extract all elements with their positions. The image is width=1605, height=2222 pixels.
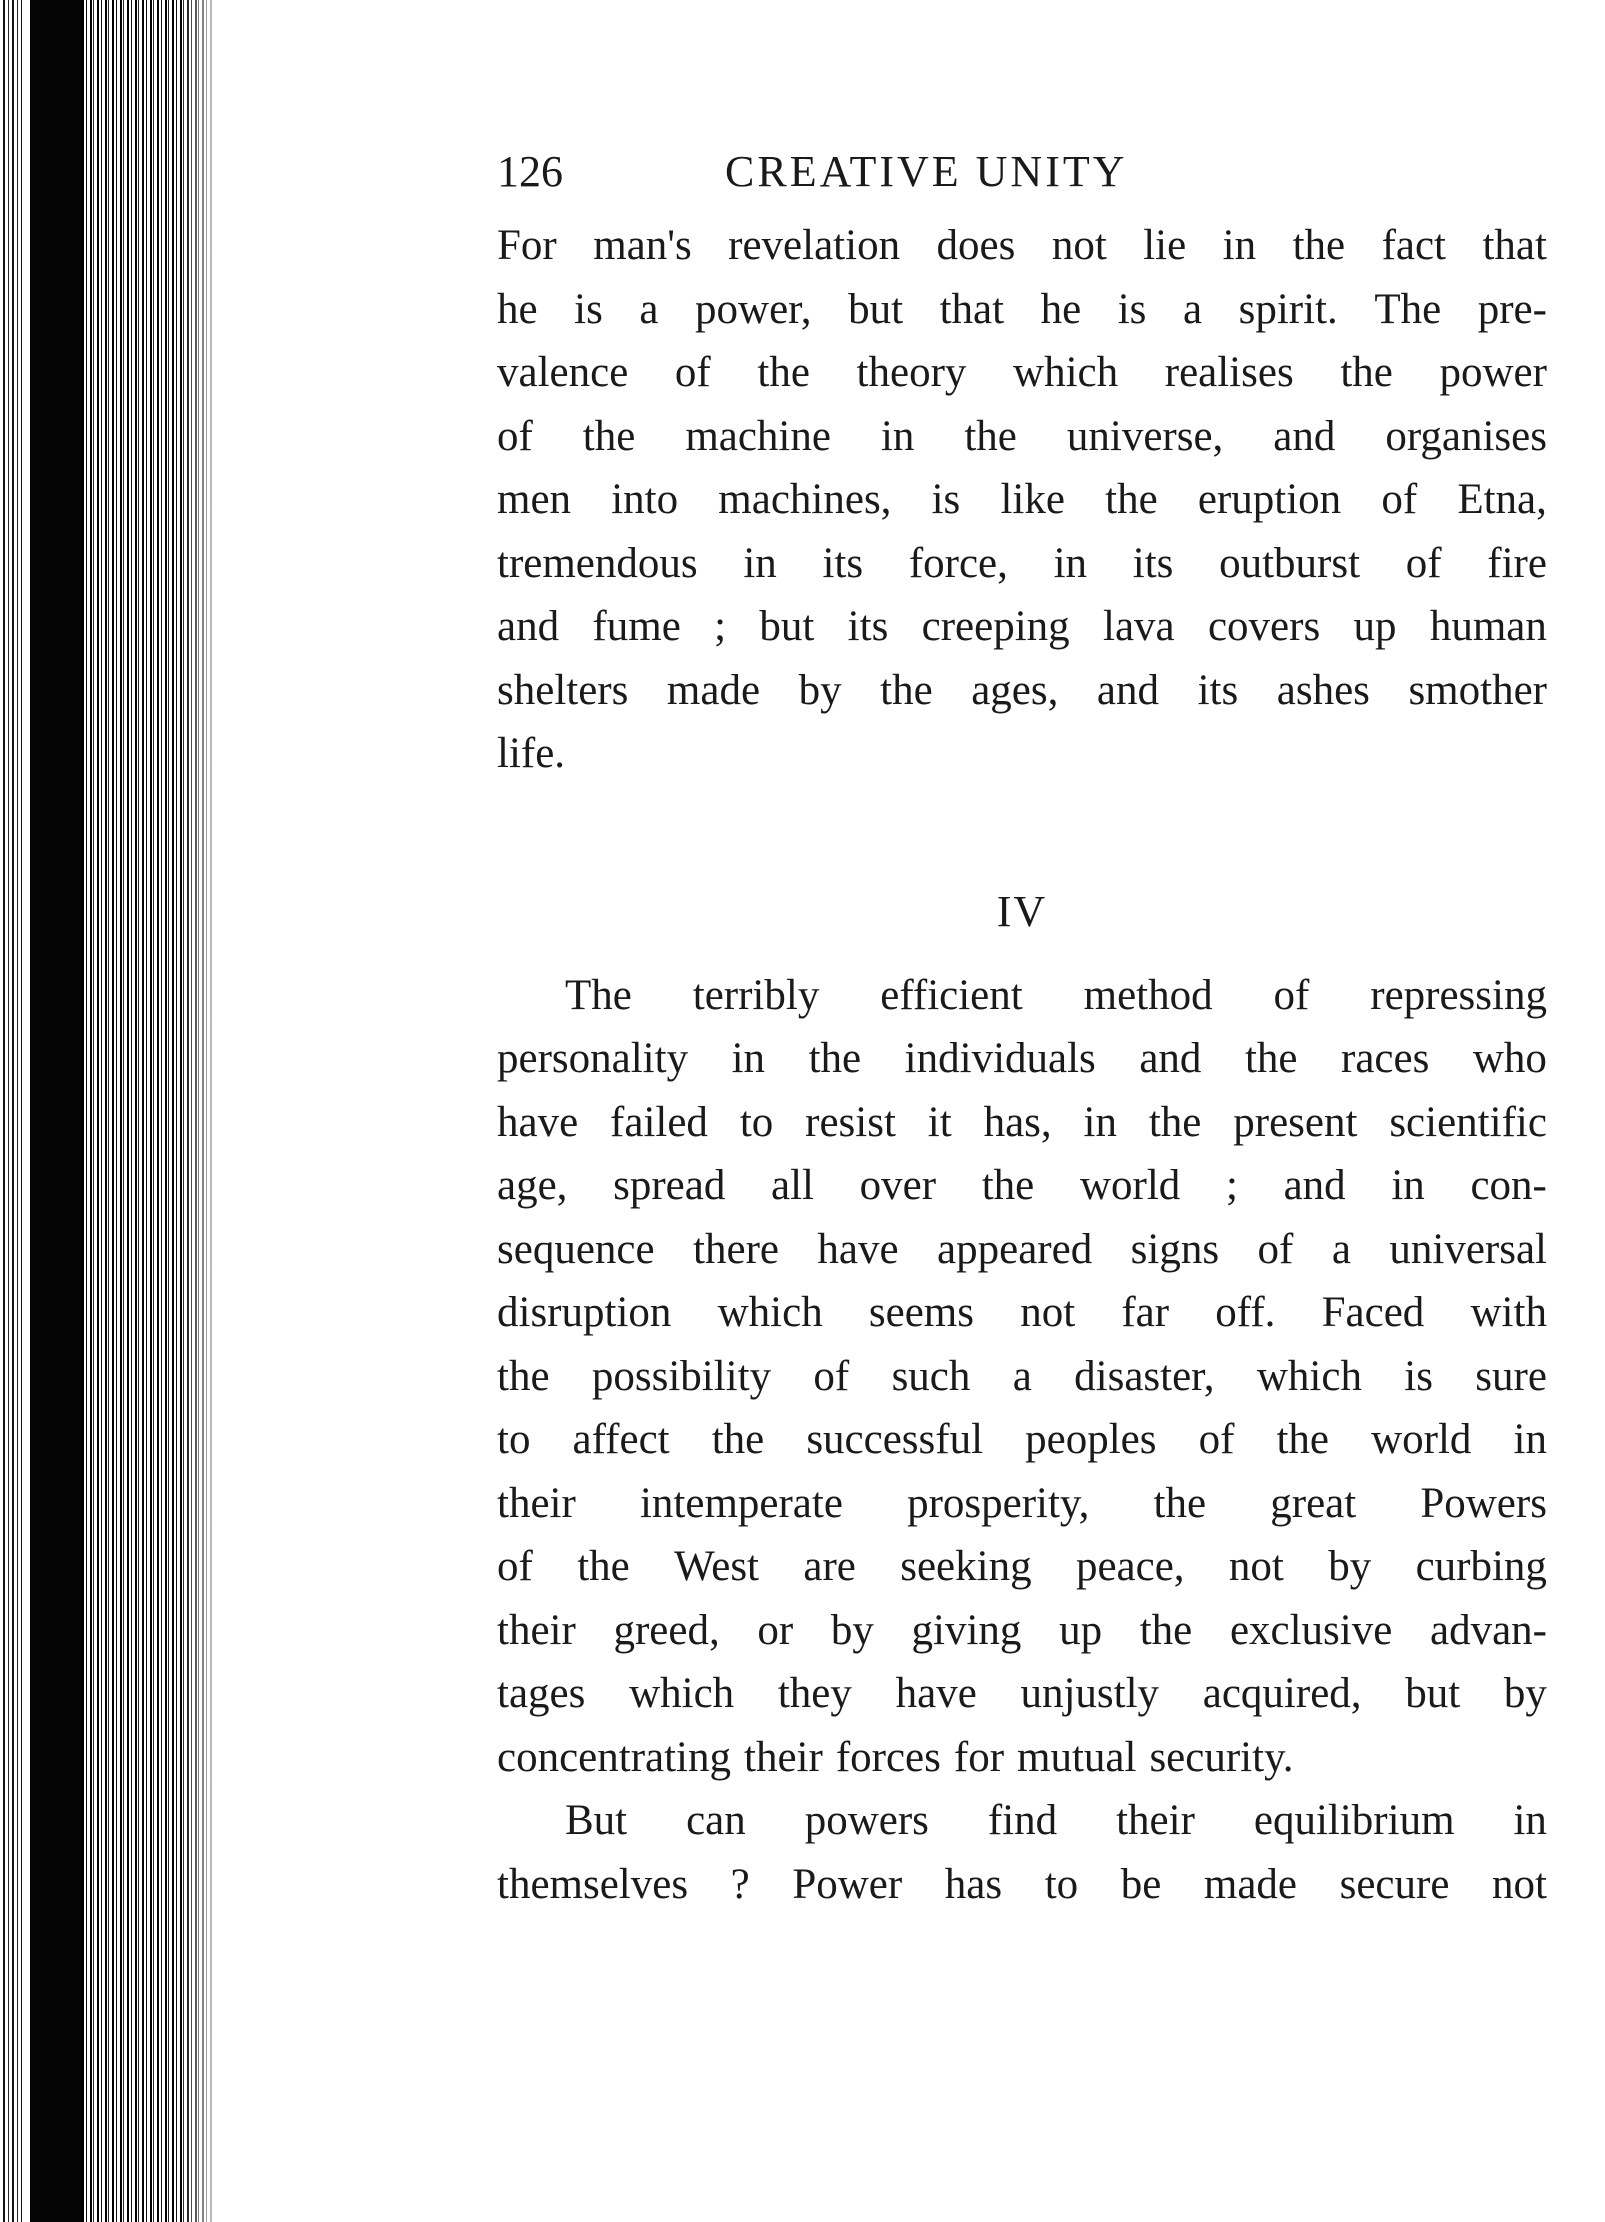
word: a <box>639 285 659 333</box>
word: find <box>987 1797 1058 1844</box>
word: spirit. <box>1238 285 1338 333</box>
word: in <box>1222 222 1257 269</box>
word: the <box>808 1035 862 1082</box>
word: security. <box>1149 1733 1294 1781</box>
word: tages <box>497 1670 586 1717</box>
word: successful <box>806 1416 984 1463</box>
word: of <box>674 349 711 396</box>
word: covers <box>1207 603 1321 650</box>
book-page <box>497 140 1547 1916</box>
word: not <box>1228 1543 1284 1590</box>
word: disruption <box>497 1289 672 1336</box>
word: revelation <box>728 222 901 269</box>
word: lie <box>1143 222 1187 269</box>
word: for <box>953 1733 1005 1781</box>
word: have <box>497 1098 579 1146</box>
word: Power <box>792 1860 903 1908</box>
word: force, <box>908 539 1008 587</box>
word: like <box>1000 476 1065 523</box>
word: made <box>1203 1860 1298 1908</box>
word: in <box>743 539 777 587</box>
word: the <box>1139 1606 1193 1654</box>
book-gutter-scan <box>0 0 215 2222</box>
word: and <box>1283 1162 1346 1209</box>
word: exclusive <box>1229 1606 1393 1654</box>
text-line <box>497 1789 1547 1853</box>
word: up <box>1059 1606 1103 1654</box>
word: the <box>582 412 636 460</box>
word: of <box>1381 476 1418 523</box>
word: is <box>1117 285 1147 333</box>
word: and <box>1273 412 1336 460</box>
word: personality <box>497 1035 689 1082</box>
word: does <box>936 222 1016 269</box>
word: are <box>803 1543 856 1590</box>
word: greed, <box>613 1606 720 1654</box>
word: failed <box>610 1098 708 1146</box>
word: organises <box>1385 412 1547 460</box>
word: Faced <box>1321 1289 1425 1336</box>
word: which <box>629 1670 735 1717</box>
word: powers <box>804 1797 929 1844</box>
word: its <box>1132 539 1174 587</box>
word: The <box>1374 285 1442 333</box>
text-line <box>497 659 1547 723</box>
word: creeping <box>921 603 1070 650</box>
word: which <box>717 1289 823 1336</box>
book-title: CREATIVE UNITY <box>725 147 1128 196</box>
word: to <box>497 1416 531 1463</box>
word: eruption <box>1197 476 1342 523</box>
word: of <box>497 412 533 460</box>
word: made <box>666 666 761 714</box>
word: in <box>731 1035 766 1082</box>
word: present <box>1233 1098 1358 1146</box>
word: and <box>497 603 560 650</box>
word: their <box>497 1606 576 1654</box>
word: appeared <box>937 1225 1093 1273</box>
text-line <box>497 532 1547 596</box>
word: great <box>1270 1479 1357 1527</box>
word: by <box>830 1606 874 1654</box>
word: seems <box>868 1289 974 1336</box>
word: not <box>1020 1289 1076 1336</box>
word: fume <box>592 603 681 650</box>
text-line <box>497 1535 1547 1599</box>
word: giving <box>911 1606 1022 1654</box>
text-line <box>497 278 1547 342</box>
word: he <box>497 285 538 333</box>
text-line <box>497 214 1547 278</box>
word: smother <box>1408 666 1547 714</box>
word: into <box>611 476 679 523</box>
word: to <box>739 1098 774 1146</box>
word: resist <box>805 1098 896 1146</box>
text-line <box>497 1726 1547 1790</box>
word: a <box>1012 1352 1032 1400</box>
word: all <box>771 1162 814 1209</box>
word: not <box>1491 1860 1547 1908</box>
word: fire <box>1487 539 1547 587</box>
gutter-page-edges <box>82 0 212 2222</box>
word: the <box>1340 349 1393 396</box>
word: affect <box>572 1416 670 1463</box>
word: of <box>497 1543 533 1590</box>
word: For <box>497 222 557 269</box>
word: in <box>1513 1416 1547 1463</box>
word: unjustly <box>1020 1670 1160 1717</box>
word: sure <box>1475 1352 1547 1400</box>
section-heading: IV <box>996 886 1048 936</box>
word: man's <box>593 222 692 269</box>
word: tremendous <box>497 539 698 587</box>
word: signs <box>1130 1225 1220 1273</box>
word: forces <box>835 1733 941 1781</box>
word: of <box>1405 539 1442 587</box>
word: the <box>880 666 933 714</box>
word: the <box>1276 1416 1330 1463</box>
word: can <box>686 1797 746 1844</box>
word: disaster, <box>1074 1352 1215 1400</box>
word: outburst <box>1219 539 1361 587</box>
word: the <box>1292 222 1346 269</box>
word: the <box>711 1416 765 1463</box>
text-line <box>497 1408 1547 1472</box>
word: a <box>1331 1225 1351 1273</box>
word: up <box>1353 603 1397 650</box>
word: secure <box>1339 1860 1450 1908</box>
text-line <box>497 964 1547 1028</box>
word: of <box>1273 971 1310 1019</box>
word: a <box>1182 285 1203 333</box>
word: con- <box>1470 1162 1547 1209</box>
text-line <box>497 1599 1547 1663</box>
word: West <box>674 1543 760 1590</box>
word: in <box>1053 539 1088 587</box>
word: it <box>927 1098 952 1146</box>
word: Etna, <box>1457 476 1547 523</box>
word: shelters <box>497 666 629 714</box>
word: but <box>1405 1670 1461 1717</box>
text-line <box>497 341 1547 405</box>
word: and <box>1139 1035 1202 1082</box>
word: by <box>798 666 842 714</box>
word: of <box>813 1352 850 1400</box>
word: in <box>1391 1162 1425 1209</box>
word: its <box>847 603 889 650</box>
word: races <box>1341 1035 1430 1082</box>
word: theory <box>856 349 967 396</box>
word: prosperity, <box>907 1479 1090 1527</box>
word: ashes <box>1276 666 1370 714</box>
paragraph-1 <box>497 214 1547 786</box>
word: lava <box>1103 603 1175 650</box>
word: individuals <box>904 1035 1096 1082</box>
word: he <box>1040 285 1082 333</box>
word: over <box>859 1162 937 1209</box>
word: curbing <box>1415 1543 1547 1590</box>
word: fact <box>1381 222 1446 269</box>
word: men <box>497 476 572 523</box>
word: has, <box>983 1098 1052 1146</box>
word: realises <box>1164 349 1294 396</box>
word: machines, <box>718 476 892 523</box>
gutter-edge-lines <box>0 0 22 2222</box>
word: but <box>848 285 904 333</box>
word: have <box>817 1225 899 1273</box>
word: in <box>1083 1098 1117 1146</box>
word: Powers <box>1420 1479 1547 1527</box>
running-head <box>497 140 1547 204</box>
word: the <box>757 349 810 396</box>
word: the <box>1105 476 1158 523</box>
word: scientific <box>1389 1098 1547 1146</box>
word: to <box>1044 1860 1079 1908</box>
word: in <box>1513 1797 1547 1844</box>
word: off. <box>1215 1289 1276 1336</box>
text-line <box>497 1027 1547 1091</box>
word: is <box>931 476 961 523</box>
paragraph-2 <box>497 964 1547 1790</box>
word: the <box>981 1162 1035 1209</box>
word: world <box>1079 1162 1181 1209</box>
word: intemperate <box>639 1479 843 1527</box>
text-line <box>497 1472 1547 1536</box>
word: by <box>1328 1543 1372 1590</box>
word: human <box>1429 603 1547 650</box>
word: the <box>577 1543 630 1590</box>
word: the <box>1244 1035 1298 1082</box>
word: by <box>1503 1670 1547 1717</box>
word: which <box>1013 349 1119 396</box>
word: ? <box>730 1860 750 1908</box>
word: is <box>574 285 603 333</box>
word: concentrating <box>497 1733 732 1781</box>
word: has <box>944 1860 1003 1908</box>
word: the <box>1153 1479 1207 1527</box>
word: ; <box>1225 1162 1238 1209</box>
word: world <box>1371 1416 1472 1463</box>
text-line <box>497 468 1547 532</box>
word: of <box>1198 1416 1235 1463</box>
text-line <box>497 1091 1547 1155</box>
word: life. <box>497 730 566 777</box>
word: and <box>1096 666 1160 714</box>
word: seeking <box>900 1543 1032 1590</box>
word: power <box>1439 349 1547 396</box>
word: spread <box>613 1162 726 1209</box>
word: ages, <box>971 666 1059 714</box>
word: their <box>497 1479 576 1527</box>
paragraph-3 <box>497 1789 1547 1916</box>
word: pre- <box>1477 285 1547 333</box>
word: of <box>1257 1225 1294 1273</box>
word: that <box>1482 222 1547 269</box>
word: have <box>895 1670 977 1717</box>
word: they <box>777 1670 852 1717</box>
word: terribly <box>692 971 820 1019</box>
word: that <box>939 285 1005 333</box>
word: ; <box>714 603 727 650</box>
word: in <box>880 412 915 460</box>
word: themselves <box>497 1860 689 1908</box>
word: acquired, <box>1202 1670 1362 1717</box>
text-line <box>497 405 1547 469</box>
word: be <box>1120 1860 1162 1908</box>
word: which <box>1256 1352 1362 1400</box>
word: or <box>757 1606 794 1654</box>
text-line <box>497 1662 1547 1726</box>
word: peoples <box>1025 1416 1157 1463</box>
word: their <box>1116 1797 1195 1844</box>
word: with <box>1470 1289 1547 1336</box>
word: efficient <box>880 971 1023 1019</box>
word: is <box>1404 1352 1433 1400</box>
text-line <box>497 1853 1547 1917</box>
word: possibility <box>591 1352 772 1400</box>
word: such <box>891 1352 971 1400</box>
word: not <box>1051 222 1107 269</box>
word: repressing <box>1370 971 1547 1019</box>
word: far <box>1121 1289 1170 1336</box>
word: mutual <box>1017 1733 1137 1781</box>
text-line <box>497 595 1547 659</box>
word: valence <box>497 349 629 396</box>
text-line <box>497 722 1547 786</box>
word: equilibrium <box>1253 1797 1455 1844</box>
word: its <box>822 539 864 587</box>
word: their <box>744 1733 823 1781</box>
word: the <box>497 1352 550 1400</box>
text-line <box>497 1281 1547 1345</box>
word: universal <box>1389 1225 1547 1273</box>
word: machine <box>685 412 831 460</box>
gutter-shadow <box>30 0 82 2222</box>
word: advan- <box>1429 1606 1547 1654</box>
word: the <box>1148 1098 1202 1146</box>
word: there <box>693 1225 779 1273</box>
word: universe, <box>1066 412 1224 460</box>
word: peace, <box>1075 1543 1185 1590</box>
text-line <box>497 1345 1547 1409</box>
word: sequence <box>497 1225 655 1273</box>
word: The <box>565 971 632 1019</box>
word: who <box>1472 1035 1547 1082</box>
word: its <box>1197 666 1239 714</box>
word: but <box>759 603 815 650</box>
word: age, <box>497 1162 568 1209</box>
word: power, <box>695 285 812 333</box>
word: But <box>565 1797 628 1844</box>
text-line <box>497 1154 1547 1218</box>
page-number: 126 <box>497 147 563 196</box>
word: method <box>1083 971 1213 1019</box>
text-line <box>497 1218 1547 1282</box>
word: the <box>964 412 1017 460</box>
